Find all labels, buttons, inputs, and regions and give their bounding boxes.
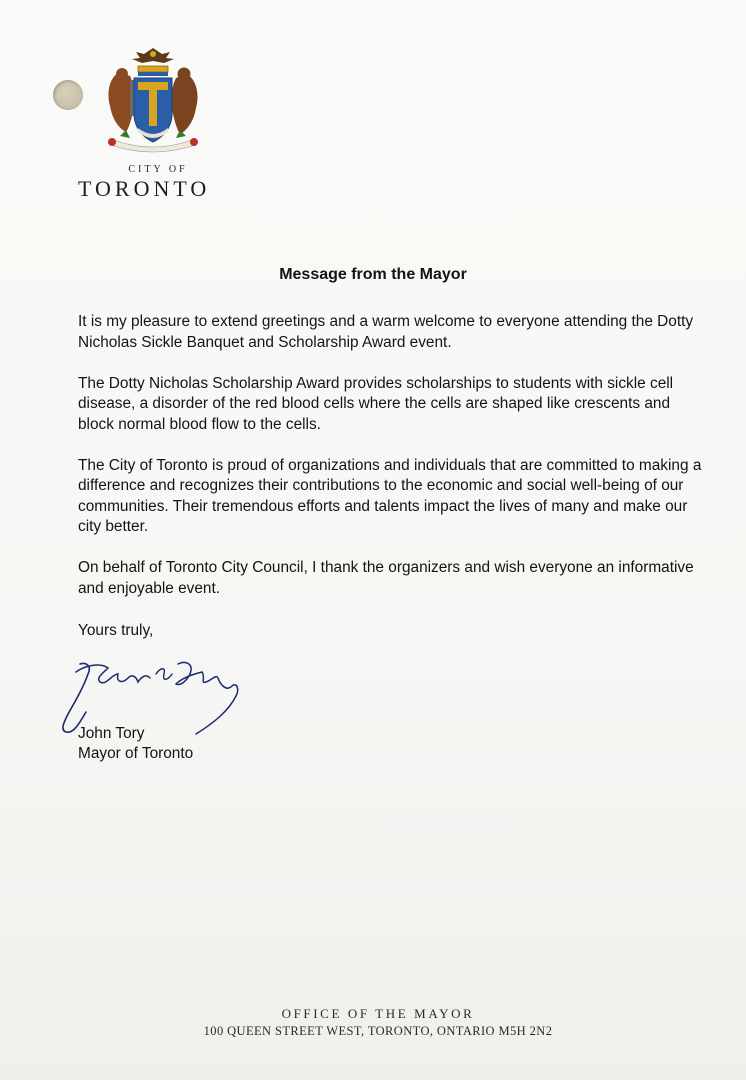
coat-of-arms-icon [96,44,210,156]
letter-closing: Yours truly, [78,622,154,639]
signer-name: John Tory [78,725,145,742]
letter-body [78,312,708,620]
paragraph-thanks: On behalf of Toronto City Council, I thank the organizers and wish everyone an informative and enjoyable event. [78,559,694,597]
paragraph-scholarship: The Dotty Nicholas Scholarship Award provides scholarships to students with sickle cell disease, a disorder of the red blood cells where the cells are shaped like crescents and block normal blood flow to the cells. [78,374,674,433]
letter-heading: Message from the Mayor [279,266,467,283]
letterhead-city-name: TORONTO [78,176,211,201]
punch-hole [53,80,83,110]
signer-title: Mayor of Toronto [78,745,194,762]
paragraph-greeting: It is my pleasure to extend greetings and a warm welcome to everyone attending the Dotty Nicholas Sickle Banquet and Scholarship Award event. [78,313,694,351]
letterhead-city-of: CITY OF [128,164,188,175]
footer-address: 100 QUEEN STREET WEST, TORONTO, ONTARIO M5H 2N2 [203,1024,553,1038]
paragraph-city-pride: The City of Toronto is proud of organizations and individuals that are committed to making a difference and recognizes their contributions to the economic and social well-being of our communities. Their tremendous efforts and talents impact the lives of many and make our city better. [78,456,702,535]
footer-office: OFFICE OF THE MAYOR [281,1006,475,1021]
signer-block [78,724,193,764]
